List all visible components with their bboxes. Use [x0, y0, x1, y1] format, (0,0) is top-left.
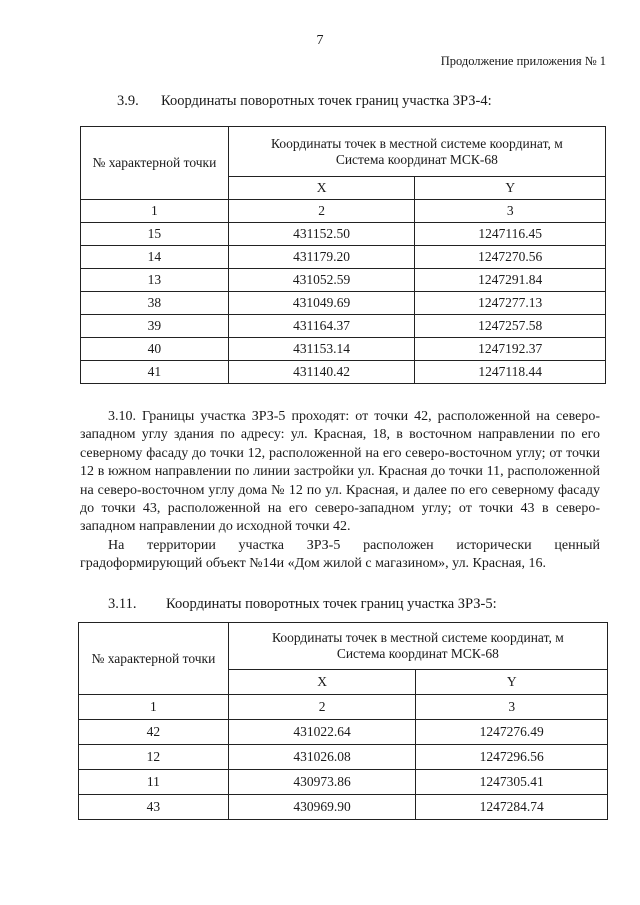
table-cell: 1 [79, 695, 229, 720]
table-index-row [79, 695, 608, 720]
table-cell-y: 1247284.74 [416, 795, 608, 820]
coords-header-line2: Система координат МСК-68 [336, 646, 499, 661]
column-header-y: Y [415, 177, 606, 200]
column-header-coords [228, 127, 605, 177]
table-cell-x: 431153.14 [228, 338, 415, 361]
table-cell-x: 431140.42 [228, 361, 415, 384]
table-row [79, 795, 608, 820]
table-cell-point: 43 [79, 795, 229, 820]
table-cell: 2 [228, 200, 415, 223]
table-row [81, 246, 606, 269]
table-cell-y: 1247296.56 [416, 745, 608, 770]
table-cell: 2 [228, 695, 416, 720]
table-cell-x: 431026.08 [228, 745, 416, 770]
section-title: Координаты поворотных точек границ участка ЗРЗ-4: [161, 93, 492, 109]
table-row [79, 720, 608, 745]
boundary-description [80, 408, 600, 574]
table-cell-y: 1247305.41 [416, 770, 608, 795]
table-cell-y: 1247270.56 [415, 246, 606, 269]
table-index-row [81, 200, 606, 223]
table-cell-point: 13 [81, 269, 229, 292]
table-row [79, 770, 608, 795]
table-row [81, 292, 606, 315]
table-cell-x: 431022.64 [228, 720, 416, 745]
table-cell-x: 431179.20 [228, 246, 415, 269]
section-number: 3.11. [108, 596, 137, 612]
section-title: Координаты поворотных точек границ участка ЗРЗ-5: [166, 596, 497, 612]
table-row [81, 269, 606, 292]
paragraph-historic-object: На территории участка ЗРЗ-5 расположен исторически ценный градоформирующий объект №14и «Дом жилой с магазином», ул. Красная, 16. [80, 537, 600, 572]
table-cell-y: 1247118.44 [415, 361, 606, 384]
table-cell-y: 1247192.37 [415, 338, 606, 361]
table-cell-x: 431164.37 [228, 315, 415, 338]
table-cell-x: 431152.50 [228, 223, 415, 246]
coords-header-line1: Координаты точек в местной системе координат, м [271, 135, 563, 151]
table-cell: 1 [81, 200, 229, 223]
coords-table-zrz4 [80, 126, 606, 384]
table-row [81, 223, 606, 246]
table-cell-point: 14 [81, 246, 229, 269]
coords-table-zrz5 [78, 622, 608, 820]
table-cell-point: 11 [79, 770, 229, 795]
column-header-point: № характерной точки [79, 623, 229, 695]
column-header-x: X [228, 177, 415, 200]
column-header-x: X [228, 670, 416, 695]
table-cell-y: 1247116.45 [415, 223, 606, 246]
section-3-11-heading [108, 596, 497, 613]
coords-header-line2: Система координат МСК-68 [335, 151, 498, 167]
table-cell-point: 15 [81, 223, 229, 246]
table-cell-point: 12 [79, 745, 229, 770]
table-cell-x: 431052.59 [228, 269, 415, 292]
table-cell-point: 38 [81, 292, 229, 315]
table-cell: 3 [415, 200, 606, 223]
table-cell-point: 41 [81, 361, 229, 384]
section-3-9-heading [117, 93, 492, 110]
table-row [81, 338, 606, 361]
table-cell-x: 431049.69 [228, 292, 415, 315]
table-cell-point: 39 [81, 315, 229, 338]
table-cell-point: 40 [81, 338, 229, 361]
table-cell-point: 42 [79, 720, 229, 745]
table-cell-y: 1247277.13 [415, 292, 606, 315]
appendix-continuation-note: Продолжение приложения № 1 [440, 54, 606, 68]
section-number: 3.9. [117, 93, 139, 109]
table-row [81, 315, 606, 338]
column-header-coords [228, 623, 607, 670]
column-header-point: № характерной точки [81, 127, 229, 200]
coords-header-line1: Координаты точек в местной системе координат, м [272, 630, 564, 645]
page-number: 7 [316, 33, 324, 48]
table-cell-x: 430969.90 [228, 795, 416, 820]
table-cell-y: 1247291.84 [415, 269, 606, 292]
table-cell: 3 [416, 695, 608, 720]
column-header-y: Y [416, 670, 608, 695]
table-cell-y: 1247257.58 [415, 315, 606, 338]
table-row [81, 361, 606, 384]
table-cell-x: 430973.86 [228, 770, 416, 795]
table-cell-y: 1247276.49 [416, 720, 608, 745]
paragraph-3-10: 3.10. Границы участка ЗРЗ-5 проходят: от точки 42, расположенной на северо-западном углу здания по адресу: ул. Красная, 18, в восточном направлении по его северному фасаду до точки 12, расположенной на его северо-восточном углу; от точки 12 в южном направлении по линии застройки ул. Красная до точки 11, расположенной на северо-восточном углу дома № 12 по ул. Красная, и далее по его северному фасаду до точки 43, расположенной на его северо-западном углу; от точки 43 в северо-западном направлении до исходной точки 42. [80, 409, 600, 535]
table-row [79, 745, 608, 770]
